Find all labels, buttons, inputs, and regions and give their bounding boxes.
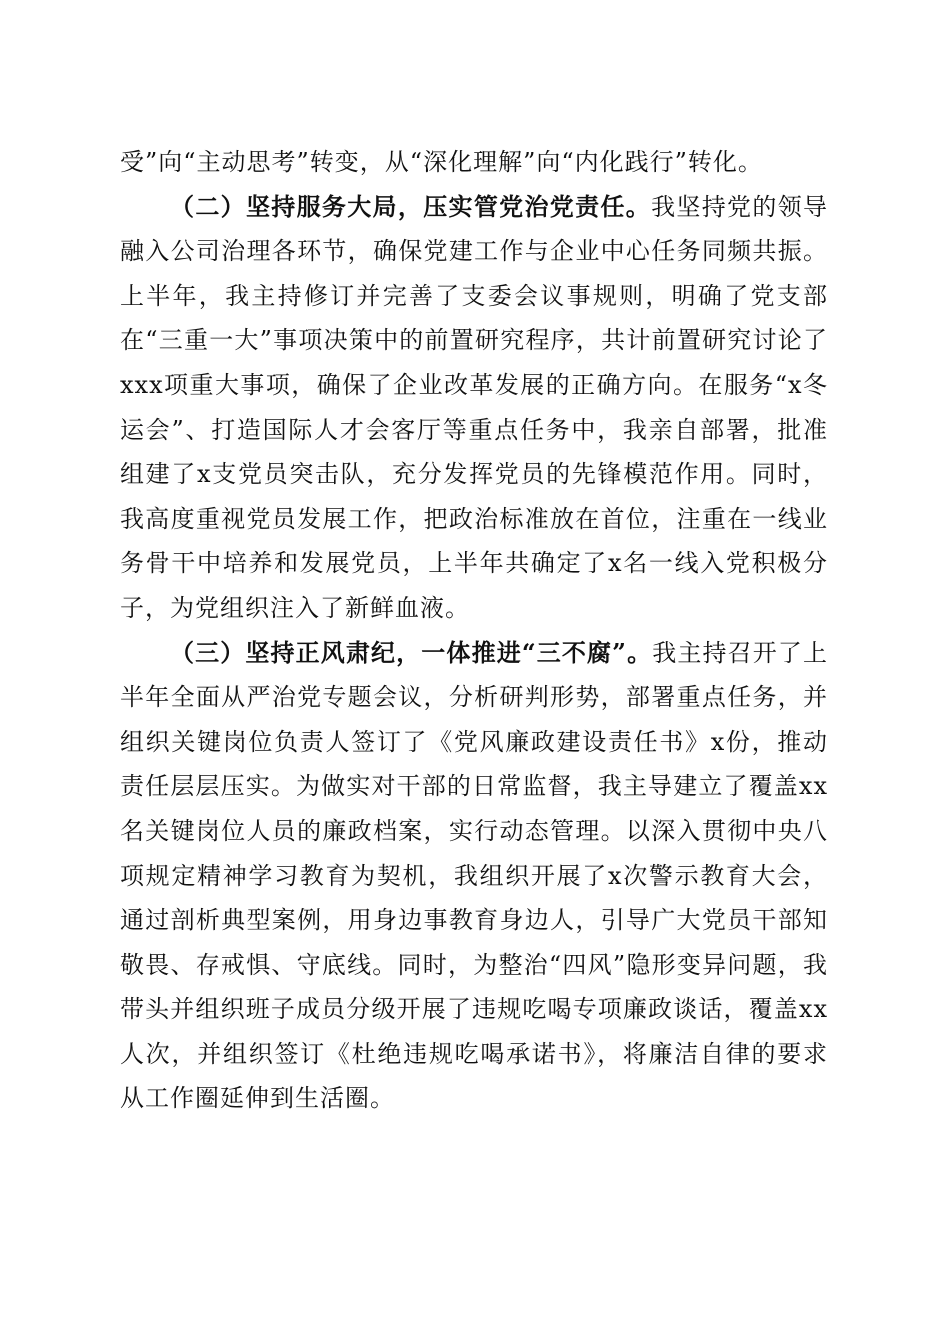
paragraph-section-3 <box>120 631 828 1122</box>
paragraph-text: 我坚持党的领导融入公司治理各环节，确保党建工作与企业中心任务同频共振。上半年，我主持修订并完善了支委会议事规则，明确了党支部在“三重一大”事项决策中的前置研究程序，共计前置研究讨论了xxx项重大事项，确保了企业改革发展的正确方向。在服务“x冬运会”、打造国际人才会客厅等重点任务中，我亲自部署，批准组建了x支党员突击队，充分发挥党员的先锋模范作用。同时，我高度重视党员发展工作，把政治标准放在首位，注重在一线业务骨干中培养和发展党员，上半年共确定了x名一线入党积极分子，为党组织注入了新鲜血液。 <box>120 192 829 622</box>
paragraph-text: 我主持召开了上半年全面从严治党专题会议，分析研判形势，部署重点任务，并组织关键岗位负责人签订了《党风廉政建设责任书》x份，推动责任层层压实。为做实对干部的日常监督，我主导建立了覆盖xx名关键岗位人员的廉政档案，实行动态管理。以深入贯彻中央八项规定精神学习教育为契机，我组织开展了x次警示教育大会，通过剖析典型案例，用身边事教育身边人，引导广大党员干部知敬畏、存戒惧、守底线。同时，为整治“四风”隐形变异问题，我带头并组织班子成员分级开展了违规吃喝专项廉政谈话，覆盖xx人次，并组织签订《杜绝违规吃喝承诺书》，将廉洁自律的要求从工作圈延伸到生活圈。 <box>120 638 829 1113</box>
paragraph-text: 受”向“主动思考”转变，从“深化理解”向“内化践行”转化。 <box>120 148 763 176</box>
section-heading-3: （三）坚持正风肃纪，一体推进“三不腐”。 <box>170 637 653 667</box>
document-body <box>120 140 828 1121</box>
paragraph-section-2 <box>120 185 828 631</box>
section-heading-2: （二）坚持服务大局，压实管党治党责任。 <box>170 191 652 221</box>
paragraph-continuation <box>120 140 828 185</box>
